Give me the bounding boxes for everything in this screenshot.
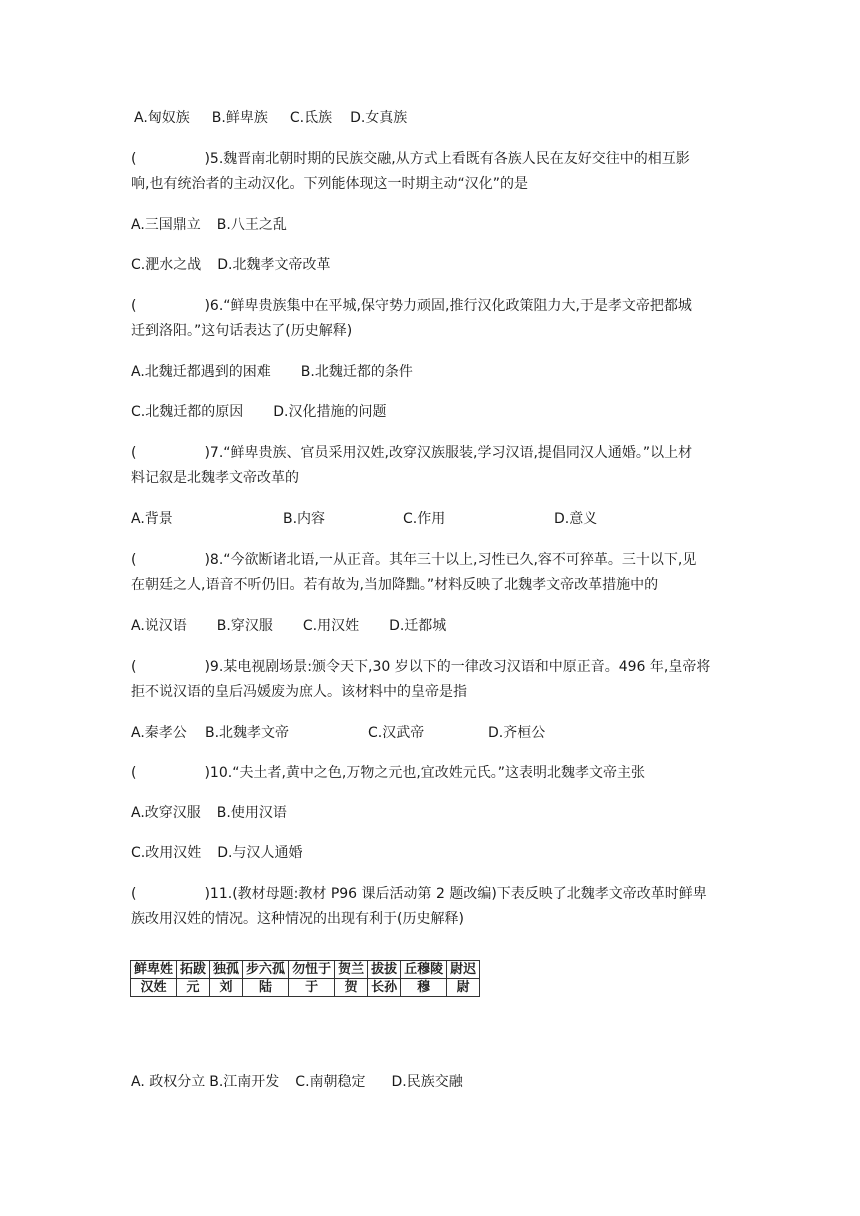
- table-cell: 尉: [447, 979, 480, 997]
- q5-options-row1: [131, 215, 287, 235]
- q6-option-a: A.北魏迁都遇到的困难: [131, 364, 271, 380]
- q11-stem-text: )11.(教材母题:教材 P96 课后活动第 2 题改编)下表反映了北魏孝文帝改革时鲜卑: [204, 886, 707, 902]
- table-cell: 鲜卑姓: [131, 961, 177, 979]
- q9-option-c: C.汉武帝: [368, 725, 425, 741]
- table-cell: 丘穆陵: [401, 961, 447, 979]
- q5-stem-line2: 响,也有统治者的主动汉化。下列能体现这一时期主动“汉化”的是: [131, 176, 528, 192]
- q9-option-b: B.北魏孝文帝: [205, 725, 290, 741]
- table-cell: 元: [177, 979, 210, 997]
- q11-option-a: A. 政权分立: [131, 1074, 206, 1090]
- q6-option-d: D.汉化措施的问题: [273, 404, 387, 420]
- q6-option-c: C.北魏迁都的原因: [131, 404, 244, 420]
- q5-option-a: A.三国鼎立: [131, 217, 201, 233]
- table-cell: 拓跋: [177, 961, 210, 979]
- q11-option-b: B.江南开发: [209, 1074, 280, 1090]
- q6-stem-line1: [131, 296, 692, 316]
- table-cell: 长孙: [368, 979, 401, 997]
- q10-answer-open: (: [131, 765, 137, 781]
- table-cell: 汉姓: [131, 979, 177, 997]
- q4-options: [134, 108, 407, 128]
- q5-answer-open: (: [131, 151, 137, 167]
- q4-option-b: B.鲜卑族: [211, 110, 268, 126]
- q5-stem-text: )5.魏晋南北朝时期的民族交融,从方式上看既有各族人民在友好交往中的相互影: [204, 151, 690, 167]
- table-row-xianbei: [131, 961, 480, 979]
- q8-stem-line1: [131, 550, 696, 570]
- q10-option-d: D.与汉人通婚: [217, 845, 303, 861]
- table-cell: 穆: [401, 979, 447, 997]
- table-cell: 刘: [210, 979, 243, 997]
- q10-options-row1: [131, 803, 287, 823]
- q10-option-b: B.使用汉语: [216, 805, 287, 821]
- q6-stem-text: )6.“鲜卑贵族集中在平城,保守势力顽固,推行汉化政策阻力大,于是孝文帝把都城: [204, 298, 692, 314]
- table-cell: 尉迟: [447, 961, 480, 979]
- q7-option-a: A.背景: [131, 511, 173, 527]
- q4-option-c: C.氐族: [289, 110, 333, 126]
- q9-option-a: A.秦孝公: [131, 725, 187, 741]
- table-cell: 于: [289, 979, 335, 997]
- q5-options-row2: [131, 255, 330, 275]
- q11-stem-line1: [131, 884, 707, 904]
- q4-option-d: D.女真族: [350, 110, 408, 126]
- surname-table: [130, 960, 480, 997]
- q6-options-row2: [131, 402, 386, 422]
- q10-option-a: A.改穿汉服: [131, 805, 201, 821]
- q7-answer-open: (: [131, 445, 137, 461]
- q5-option-c: C.淝水之战: [131, 257, 202, 273]
- q11-option-c: C.南朝稳定: [295, 1074, 366, 1090]
- table-cell: 勿忸于: [289, 961, 335, 979]
- q8-stem-text: )8.“今欲断诸北语,一从正音。其年三十以上,习性已久,容不可猝革。三十以下,见: [204, 552, 697, 568]
- q11-options: [131, 1072, 463, 1092]
- q8-option-d: D.迁都城: [389, 618, 447, 634]
- q9-stem-line2: 拒不说汉语的皇后冯媛废为庶人。该材料中的皇帝是指: [131, 684, 467, 700]
- q11-answer-open: (: [131, 886, 137, 902]
- q9-stem-line1: [131, 657, 710, 677]
- q10-stem-text: )10.“夫土者,黄中之色,万物之元也,宜改姓元氏。”这表明北魏孝文帝主张: [204, 765, 646, 781]
- q7-stem-text: )7.“鲜卑贵族、官员采用汉姓,改穿汉族服装,学习汉语,提倡同汉人通婚。”以上材: [204, 445, 693, 461]
- q9-stem-text: )9.某电视剧场景:颁令天下,30 岁以下的一律改习汉语和中原正音。496 年,皇帝将: [204, 659, 711, 675]
- table-cell: 贺兰: [335, 961, 368, 979]
- table-cell: 独孤: [210, 961, 243, 979]
- q8-option-b: B.穿汉服: [216, 618, 273, 634]
- table-row-han: [131, 979, 480, 997]
- q4-option-a: A.匈奴族: [134, 110, 190, 126]
- q7-option-d: D.意义: [554, 511, 598, 527]
- table-cell: 步六孤: [243, 961, 289, 979]
- q8-answer-open: (: [131, 552, 137, 568]
- q5-option-b: B.八王之乱: [216, 217, 287, 233]
- q10-option-c: C.改用汉姓: [131, 845, 202, 861]
- table-cell: 贺: [335, 979, 368, 997]
- table-cell: 陆: [243, 979, 289, 997]
- q9-answer-open: (: [131, 659, 137, 675]
- q6-option-b: B.北魏迁都的条件: [300, 364, 413, 380]
- q9-option-d: D.齐桓公: [488, 725, 546, 741]
- q11-option-d: D.民族交融: [391, 1074, 463, 1090]
- q7-option-c: C.作用: [403, 511, 446, 527]
- q7-option-b: B.内容: [283, 511, 326, 527]
- q8-option-a: A.说汉语: [131, 618, 187, 634]
- q6-stem-line2: 迁到洛阳。”这句话表达了(历史解释): [131, 323, 353, 339]
- q5-option-d: D.北魏孝文帝改革: [217, 257, 331, 273]
- q7-stem-line2: 料记叙是北魏孝文帝改革的: [131, 470, 299, 486]
- q8-stem-line2: 在朝廷之人,语音不听仍旧。若有故为,当加降黜。”材料反映了北魏孝文帝改革措施中的: [131, 577, 659, 593]
- q5-stem-line1: [131, 149, 690, 169]
- q6-options-row1: [131, 362, 413, 382]
- q7-stem-line1: [131, 443, 692, 463]
- q8-options: [131, 616, 446, 636]
- q8-option-c: C.用汉姓: [302, 618, 360, 634]
- table-cell: 拔拔: [368, 961, 401, 979]
- q10-stem-line1: [131, 763, 645, 783]
- q10-options-row2: [131, 843, 302, 863]
- q6-answer-open: (: [131, 298, 137, 314]
- q11-stem-line2: 族改用汉姓的情况。这种情况的出现有利于(历史解释): [131, 911, 464, 927]
